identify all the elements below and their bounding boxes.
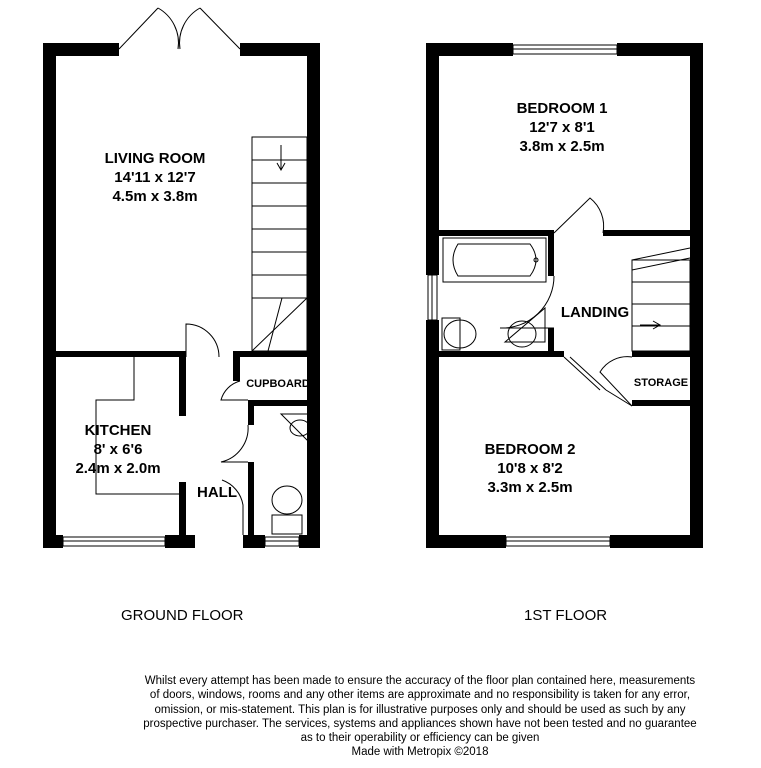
disclaimer-line: as to their operability or efficiency can be given [300,732,540,745]
bedroom2-imperial: 10'8 x 8'2 [497,460,563,477]
bedroom1-metric: 3.8m x 2.5m [519,138,605,155]
landing-label: LANDING [560,304,630,321]
bedroom1-name: BEDROOM 1 [516,100,608,117]
bedroom1-label [487,99,637,156]
kitchen-name: KITCHEN [84,422,152,439]
bedroom2-metric: 3.3m x 2.5m [487,479,573,496]
disclaimer-line: omission, or mis-statement. This plan is for illustrative purposes only and should be used as such by any [154,703,686,716]
living-room-label [80,149,230,206]
disclaimer-line: Whilst every attempt has been made to ensure the accuracy of the floor plan contained here, measurements [144,675,696,687]
disclaimer-credit: Made with Metropix ©2018 [351,746,489,759]
living-room-name: LIVING ROOM [104,150,206,167]
first-floor-caption: 1ST FLOOR [524,607,608,624]
bedroom2-label [455,440,605,497]
bedroom1-imperial: 12'7 x 8'1 [529,119,595,136]
kitchen-label [58,421,178,478]
living-room-imperial: 14'11 x 12'7 [114,169,196,186]
kitchen-imperial: 8' x 6'6 [93,441,143,458]
disclaimer-line: of doors, windows, rooms and any other items are approximate and no responsibility is taken for any error, [149,689,691,702]
kitchen-metric: 2.4m x 2.0m [75,460,161,477]
ground-floor-caption: GROUND FLOOR [121,607,244,624]
hall-label: HALL [197,484,237,501]
storage-label: STORAGE [633,377,689,389]
bedroom2-name: BEDROOM 2 [484,441,576,458]
living-room-metric: 4.5m x 3.8m [112,188,198,205]
disclaimer-line: prospective purchaser. The services, systems and appliances shown have not been tested and no guarantee [143,717,697,730]
disclaimer [110,674,730,760]
cupboard-label: CUPBOARD [246,378,310,390]
